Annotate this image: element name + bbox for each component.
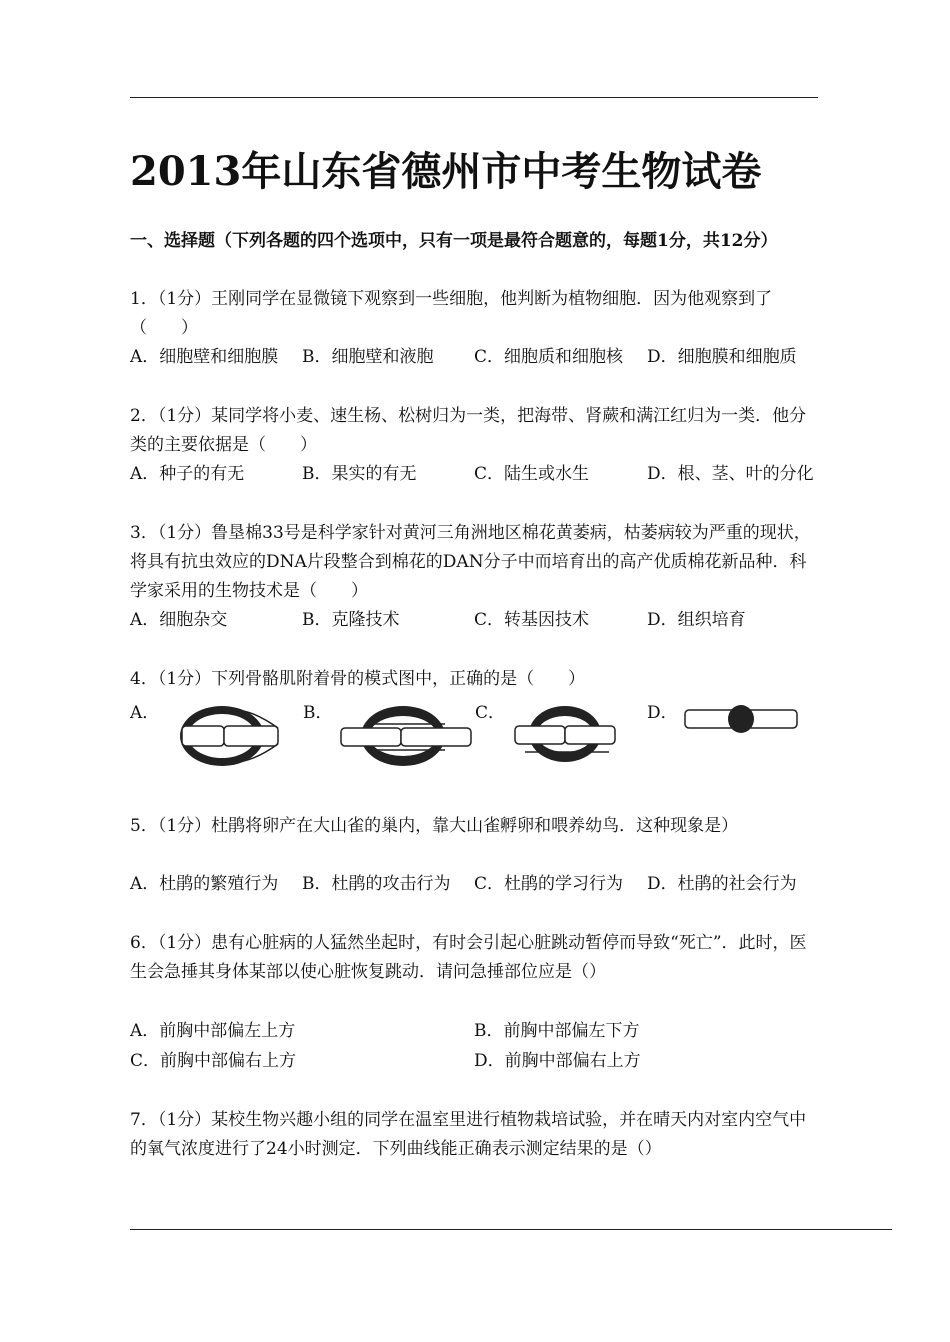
question-7-stem: 7．（1分）某校生物兴趣小组的同学在温室里进行植物栽培试验，并在晴天内对室内空气中的氧气浓度进行了24小时测定．下列曲线能正确表示测定结果的是（）: [130, 1110, 807, 1159]
option-b[interactable]: B．果实的有无: [302, 464, 417, 484]
option-b[interactable]: B．细胞壁和液胞: [302, 347, 434, 367]
option-a[interactable]: A．细胞杂交: [130, 610, 228, 630]
option-a[interactable]: A．杜鹃的繁殖行为: [130, 874, 279, 894]
question-2-stem: 2．（1分）某同学将小麦、速生杨、松树归为一类，把海带、肾蕨和满江红归为一类．他分类的主要依据是（ ）: [130, 406, 807, 455]
question-3-options: [130, 606, 830, 635]
question-3-stem: 3．（1分）鲁垦棉33号是科学家针对黄河三角洲地区棉花黄萎病，枯萎病较为严重的现状，将具有抗虫效应的DNA片段整合到棉花的DAN分子中而培育出的高产优质棉花新品种．科学家采用的生物技术是（ ）: [130, 523, 811, 601]
option-b[interactable]: B．杜鹃的攻击行为: [302, 874, 451, 894]
option-c[interactable]: C．杜鹃的学习行为: [474, 874, 624, 894]
figure-option-a[interactable]: [130, 698, 290, 774]
option-d[interactable]: D．组织培育: [647, 610, 746, 630]
muscle-bone-diagram-b: [337, 698, 477, 774]
bottom-rule: [130, 1229, 892, 1230]
muscle-bone-diagram-a: [160, 698, 290, 774]
question-6-stem: 6．（1分）患有心脏病的人猛然坐起时，有时会引起心脏跳动暂停而导致“死亡”．此时，医生会急捶其身体某部以使心脏恢复跳动．请问急捶部位应是（）: [130, 933, 807, 982]
question-4-stem: 4．（1分）下列骨骼肌附着骨的模式图中，正确的是（ ）: [130, 669, 586, 689]
option-a[interactable]: A．前胸中部偏左上方: [130, 1021, 296, 1041]
page-title: 2013年山东省德州市中考生物试卷: [130, 148, 762, 195]
option-c[interactable]: C．陆生或水生: [474, 464, 590, 484]
option-d[interactable]: D．前胸中部偏右上方: [474, 1051, 641, 1071]
option-c-label: C．: [475, 703, 506, 723]
top-rule: [130, 97, 818, 98]
figure-option-d[interactable]: [647, 698, 807, 774]
question-2-options: [130, 460, 830, 489]
figure-option-b[interactable]: [303, 698, 463, 774]
option-a-label: A．: [130, 703, 160, 723]
option-d[interactable]: D．细胞膜和细胞质: [647, 347, 797, 367]
option-b[interactable]: B．前胸中部偏左下方: [474, 1021, 640, 1041]
option-b-label: B．: [303, 703, 333, 723]
question-6-options-row2: [130, 1047, 830, 1076]
option-c[interactable]: C．转基因技术: [474, 610, 590, 630]
muscle-bone-diagram-c: [505, 698, 645, 774]
question-1-stem: 1．（1分）王刚同学在显微镜下观察到一些细胞，他判断为植物细胞．因为他观察到了（ ）: [130, 289, 773, 338]
question-5-options: [130, 870, 830, 899]
question-5-stem: 5．（1分）杜鹃将卵产在大山雀的巢内，靠大山雀孵卵和喂养幼鸟．这种现象是）: [130, 816, 739, 836]
option-c[interactable]: C．前胸中部偏右上方: [130, 1051, 297, 1071]
option-d[interactable]: D．根、茎、叶的分化: [647, 464, 814, 484]
section-heading: 一、选择题（下列各题的四个选项中，只有一项是最符合题意的，每题1分，共12分）: [130, 231, 778, 251]
figure-option-c[interactable]: [475, 698, 635, 774]
option-a[interactable]: A．细胞壁和细胞膜: [130, 347, 279, 367]
question-6-options-row1: [130, 1017, 830, 1046]
option-b[interactable]: B．克隆技术: [302, 610, 400, 630]
option-d[interactable]: D．杜鹃的社会行为: [647, 874, 797, 894]
option-d-label: D．: [647, 703, 678, 723]
option-c[interactable]: C．细胞质和细胞核: [474, 347, 624, 367]
question-1-options: [130, 343, 830, 372]
muscle-bone-diagram-d: [681, 698, 801, 748]
option-a[interactable]: A．种子的有无: [130, 464, 245, 484]
